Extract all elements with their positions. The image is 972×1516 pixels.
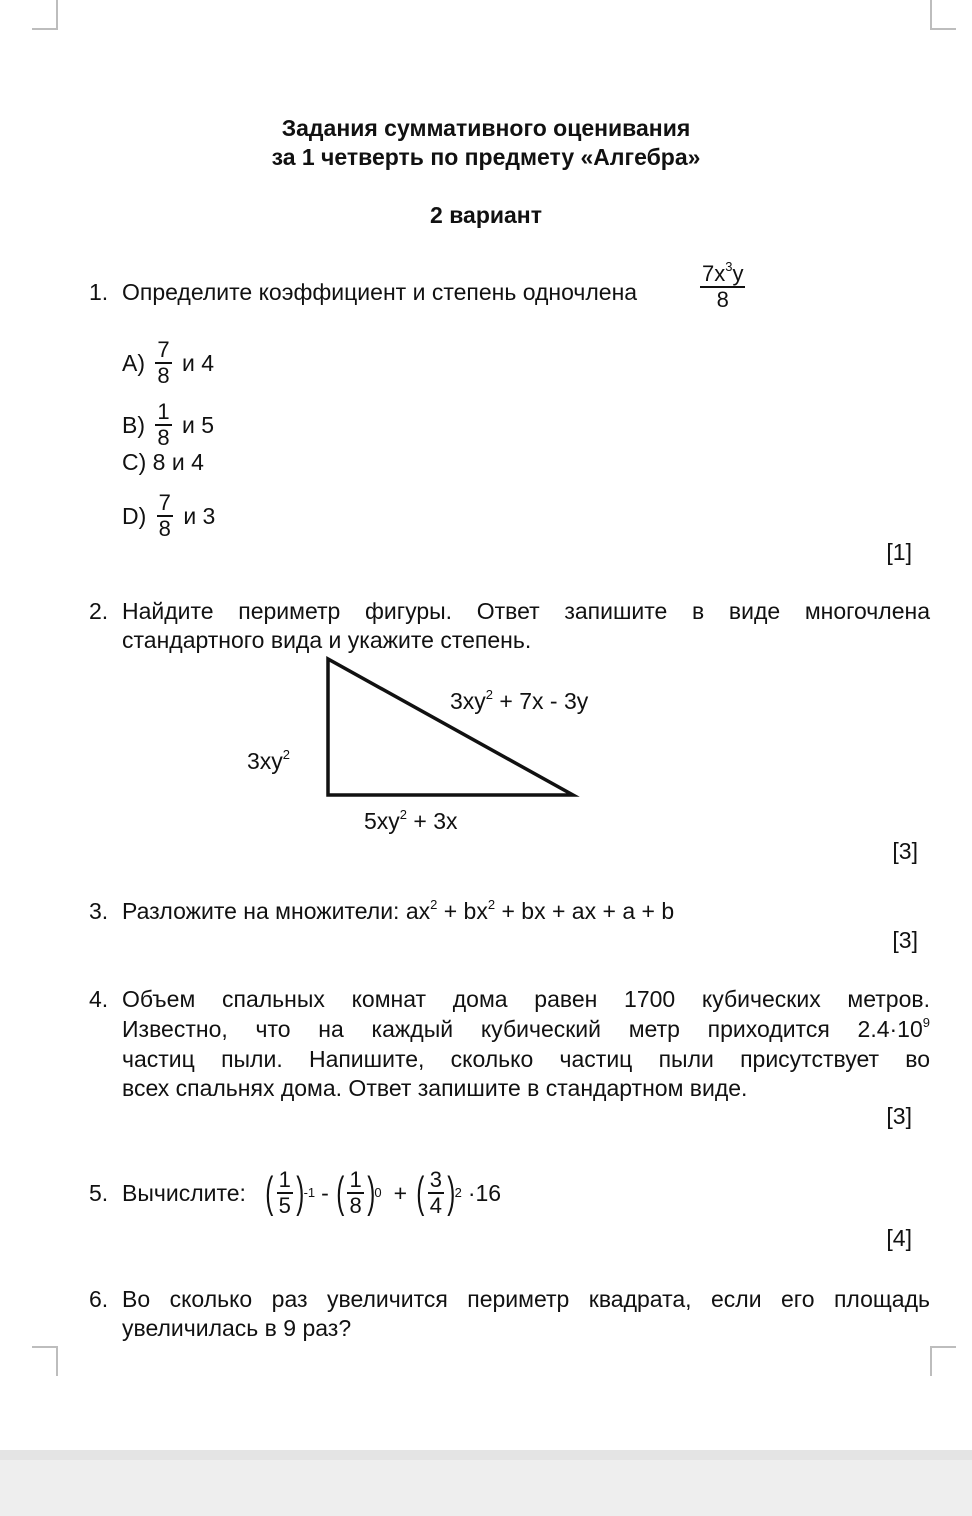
fraction-denominator: 8 xyxy=(158,516,171,541)
fraction-denominator: 8 xyxy=(157,363,170,388)
q5-term-2: ( $\frac{1}{8}$ ) 0 xyxy=(336,1167,382,1218)
q1-monomial-num-pre: 7x xyxy=(702,261,726,286)
q2-bottom-label xyxy=(364,807,458,835)
q4-line-3: частиц пыли. Напишите, сколько частиц пыли присутствует во xyxy=(122,1046,930,1072)
option-rest: и 4 xyxy=(182,350,215,377)
fraction-numerator: 1 xyxy=(278,1167,291,1192)
fraction-denominator: 8 xyxy=(157,425,170,450)
q2-line-1: Найдите периметр фигуры. Ответ запишите в виде многочлена xyxy=(122,598,930,624)
label-exponent: 2 xyxy=(399,807,408,822)
q2-number: 2. xyxy=(89,598,109,624)
q3-exponent-1: 2 xyxy=(430,897,438,912)
q5-term-3-fraction xyxy=(428,1168,444,1218)
right-paren: ) xyxy=(367,1168,376,1217)
viewer-footer-shadow xyxy=(0,1450,972,1460)
fraction-numerator: 7 xyxy=(158,490,171,515)
option-letter: D) xyxy=(122,503,147,530)
q4-line-4: всех спальнях дома. Ответ запишите в стандартном виде. xyxy=(122,1075,748,1101)
q6-number: 6. xyxy=(89,1286,109,1312)
q5-term-2-fraction xyxy=(347,1168,363,1218)
q1-number: 1. xyxy=(89,279,109,305)
q5-label: Вычислите: xyxy=(122,1180,246,1206)
q4-number: 4. xyxy=(89,986,109,1012)
q2-line-2: стандартного вида и укажите степень. xyxy=(122,627,532,653)
left-paren: ( xyxy=(336,1168,345,1217)
fraction-numerator: 7 xyxy=(157,337,170,362)
option-rest: и 5 xyxy=(182,412,215,439)
label-tail: + 3x xyxy=(407,808,458,834)
q5-operator-2: + xyxy=(393,1179,408,1206)
label-base: 3xy xyxy=(247,748,283,774)
label-base: 3xy xyxy=(450,688,486,714)
q3-text-mid: + bx xyxy=(437,898,488,924)
fraction-numerator: 1 xyxy=(157,399,170,424)
label-exponent: 2 xyxy=(282,747,291,762)
q3-text-start: Разложите на множители: ax xyxy=(122,898,431,924)
label-base: 5xy xyxy=(364,808,400,834)
left-paren: ( xyxy=(265,1168,274,1217)
q5-operator-1: - xyxy=(321,1179,329,1206)
left-paren: ( xyxy=(416,1168,425,1217)
q4-score: [3] xyxy=(886,1103,912,1129)
right-triangle xyxy=(328,659,573,795)
q4-line-1: Объем спальных комнат дома равен 1700 кубических метров. xyxy=(122,986,930,1012)
q3-text-tail: + bx + ax + a + b xyxy=(495,898,675,924)
right-paren: ) xyxy=(296,1168,305,1217)
fraction-denominator: 5 xyxy=(278,1193,291,1218)
q5-tail: ·16 xyxy=(467,1179,502,1206)
q5-term-1-fraction xyxy=(277,1168,293,1218)
q3-number: 3. xyxy=(89,898,109,924)
title-line-1: Задания суммативного оценивания xyxy=(281,115,691,141)
option-letter: A) xyxy=(122,350,145,377)
q5-term-1: ( $\frac{1}{5}$ ) -1 xyxy=(265,1167,316,1218)
q4-line-2-exponent: 9 xyxy=(922,1015,930,1030)
q3-text xyxy=(122,897,674,925)
fraction-denominator: 8 xyxy=(349,1193,362,1218)
option-rest: и 3 xyxy=(183,503,216,530)
q3-score: [3] xyxy=(892,927,918,953)
label-tail: + 7x - 3y xyxy=(493,688,589,714)
fraction-numerator: 3 xyxy=(429,1167,442,1192)
q5-expression xyxy=(262,1158,501,1228)
q3-exponent-2: 2 xyxy=(487,897,496,912)
q4-line-2 xyxy=(122,1014,930,1044)
variant-heading: 2 вариант xyxy=(430,202,542,228)
q2-hypotenuse-label xyxy=(450,687,588,715)
fraction-denominator: 4 xyxy=(429,1193,442,1218)
q6-line-1: Во сколько раз увеличится периметр квадрата, если его площадь xyxy=(122,1286,930,1312)
q5-number: 5. xyxy=(89,1180,109,1206)
option-letter: C) xyxy=(122,449,147,475)
label-exponent: 2 xyxy=(485,687,494,702)
viewer-footer-strip xyxy=(0,1450,972,1516)
q4-line-2-text: Известно, что на каждый кубический метр приходится 2.4·10 xyxy=(122,1016,923,1042)
q6-line-2: увеличилась в 9 раз? xyxy=(122,1315,352,1341)
q2-left-label xyxy=(247,747,290,775)
q1-text: Определите коэффициент и степень одночлена xyxy=(122,279,638,305)
q1-monomial-den: 8 xyxy=(700,286,745,312)
crop-mark-bottom-right xyxy=(930,1346,956,1376)
option-letter: B) xyxy=(122,412,145,439)
q5-score: [4] xyxy=(886,1225,912,1251)
crop-mark-bottom-left xyxy=(32,1346,58,1376)
q2-score: [3] xyxy=(892,838,918,864)
right-paren: ) xyxy=(447,1168,456,1217)
q1-monomial-num-post: y xyxy=(732,261,744,286)
q1-score: [1] xyxy=(886,539,912,565)
option-text: 8 и 4 xyxy=(152,449,204,475)
q1-monomial-exp: 3 xyxy=(725,259,733,274)
title-line-2: за 1 четверть по предмету «Алгебра» xyxy=(271,144,701,170)
q5-term-3: ( $\frac{3}{4}$ ) 2 xyxy=(416,1167,462,1218)
fraction-numerator: 1 xyxy=(349,1167,362,1192)
